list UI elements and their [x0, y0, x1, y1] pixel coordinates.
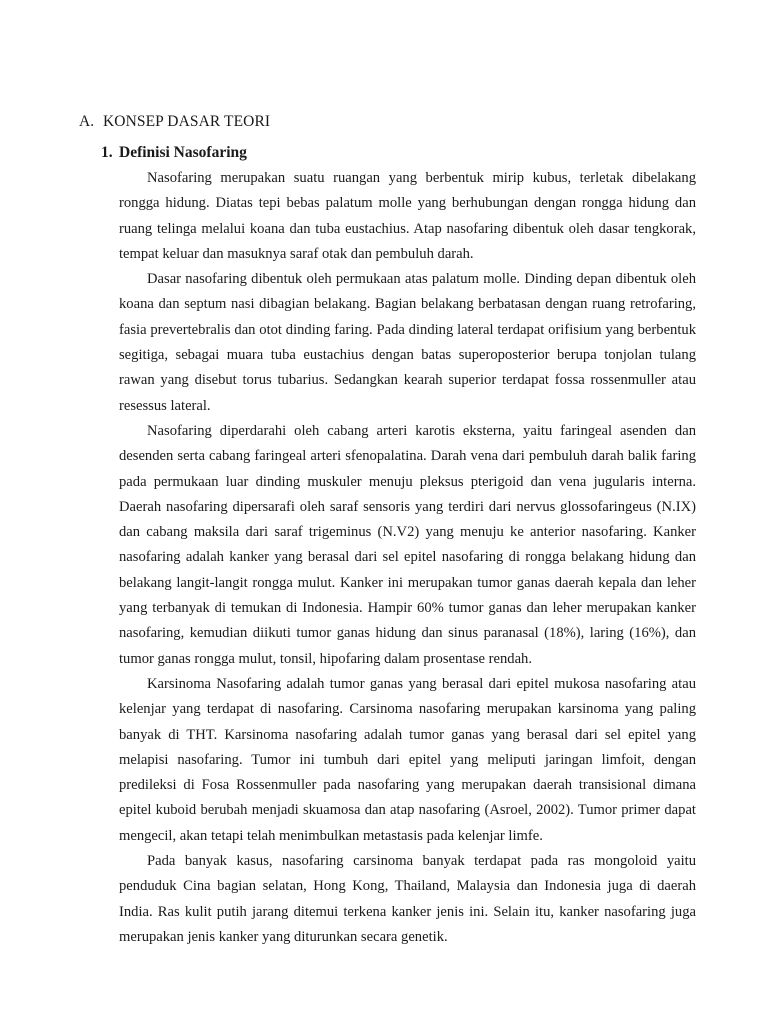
paragraph-vascular: Nasofaring diperdarahi oleh cabang arteri karotis eksterna, yaitu faringeal asenden dan desenden serta cabang faringeal arteri sfenopalatina. Darah vena dari pembuluh darah balik faring pada permukaan luar dinding muskuler menuju pleksus pterigoid dan vena jugularis interna. Daerah nasofaring dipersarafi oleh saraf sensoris yang terdiri dari nervus glossofaringeus (N.IX) dan cabang maksila dari saraf trigeminus (N.V2) yang menuju ke anterior nasofaring. Kanker nasofaring adalah kanker yang berasal dari sel epitel nasofaring di rongga belakang hidung dan belakang langit-langit rongga mulut. Kanker ini merupakan tumor ganas daerah kepala dan leher yang terbanyak di temukan di Indonesia. Hampir 60% tumor ganas dan leher merupakan kanker nasofaring, kemudian diikuti tumor ganas hidung dan sinus paranasal (18%), laring (16%), dan tumor ganas rongga mulut, tonsil, hipofaring dalam prosentase rendah.	[119, 422, 696, 667]
body-text	[119, 166, 696, 950]
section-heading	[79, 113, 270, 131]
subsection-marker: 1.	[101, 144, 113, 161]
paragraph-anatomy: Nasofaring merupakan suatu ruangan yang berbentuk mirip kubus, terletak dibelakang rongga hidung. Diatas tepi bebas palatum molle yang berhubungan dengan rongga hidung dan ruang telinga melalui koana dan tuba eustachius. Atap nasofaring dibentuk oleh dasar tengkorak, tempat keluar dan masuknya saraf otak dan pembuluh darah.	[119, 170, 696, 262]
section-marker: A.	[79, 113, 95, 130]
paragraph-epidemiology: Pada banyak kasus, nasofaring carsinoma banyak terdapat pada ras mongoloid yaitu penduduk Cina bagian selatan, Hong Kong, Thailand, Malaysia dan Indonesia juga di daerah India. Ras kulit putih jarang ditemui terkena kanker jenis ini. Selain itu, kanker nasofaring juga merupakan jenis kanker yang diturunkan secara genetik.	[119, 853, 696, 945]
section-title: KONSEP DASAR TEORI	[103, 113, 271, 130]
paragraph-carcinoma: Karsinoma Nasofaring adalah tumor ganas yang berasal dari epitel mukosa nasofaring atau kelenjar yang terdapat di nasofaring. Carsinoma nasofaring merupakan karsinoma yang paling banyak di THT. Karsinoma nasofaring adalah tumor ganas yang berasal dari sel epitel yang melapisi nasofaring. Tumor ini tumbuh dari epitel yang meliputi jaringan limfoit, dengan predileksi di Fosa Rossenmuller pada nasofaring yang merupakan daerah transisional dimana epitel kuboid berubah menjadi skuamosa dan atap nasofaring (Asroel, 2002). Tumor primer dapat mengecil, akan tetapi telah menimbulkan metastasis pada kelenjar limfe.	[119, 675, 696, 844]
subsection-title: Definisi Nasofaring	[119, 144, 247, 161]
subsection-heading	[101, 144, 247, 162]
paragraph-walls: Dasar nasofaring dibentuk oleh permukaan atas palatum molle. Dinding depan dibentuk oleh koana dan septum nasi dibagian belakang. Bagian belakang berbatasan dengan ruang retrofaring, fasia prevertebralis dan otot dinding faring. Pada dinding lateral terdapat orifisium yang berbentuk segitiga, sebagai muara tuba eustachius dengan batas superoposterior berupa tonjolan tulang rawan yang disebut torus tubarius. Sedangkan kearah superior terdapat fossa rossenmuller atau resessus lateral.	[119, 271, 696, 414]
